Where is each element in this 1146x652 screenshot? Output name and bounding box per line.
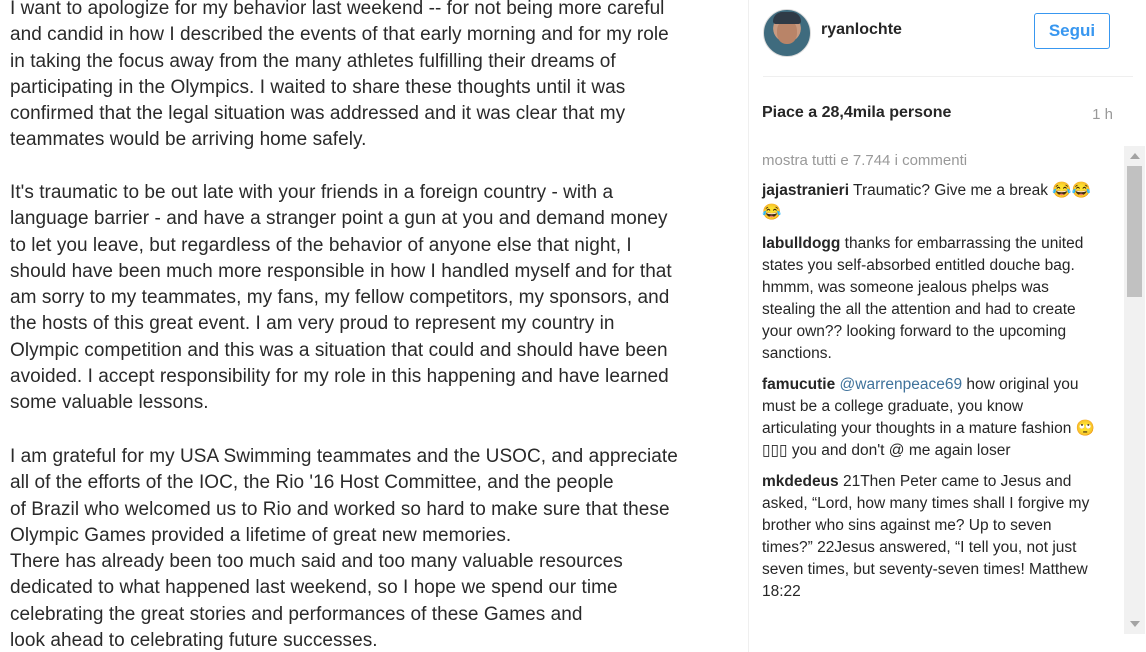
comment-item (762, 233, 1102, 365)
header-divider (763, 76, 1133, 77)
comment-author[interactable]: mkdedeus (762, 473, 839, 490)
follow-button[interactable]: Segui (1034, 13, 1110, 49)
comment-author[interactable]: famucutie (762, 376, 836, 393)
statement-paragraph-2: It's traumatic to be out late with your friends in a foreign country - with a language barrier - and have a stranger point a gun at you and demand money to let you leave, but regardless of the behavior of anyone else that night, I should have been much more responsible in how I handled myself and for that am sorry to my teammates, my fans, my fellow competitors, my sponsors, and the hosts of this great event. I am very proud to represent my country in Olympic competition and this was a situation that could and should have been avoided. I accept responsibility for my role in this happening and have learned some valuable lessons. (10, 182, 672, 414)
scroll-thumb[interactable] (1127, 166, 1142, 297)
scroll-down-arrow-icon[interactable] (1124, 614, 1145, 634)
comments-list (762, 180, 1102, 612)
post-timestamp[interactable]: 1 h (1092, 106, 1113, 123)
username-link[interactable]: ryanlochte (821, 21, 902, 38)
comment-item (762, 471, 1102, 603)
comments-section (749, 146, 1146, 634)
comment-text-continued: how original you must be a college graduate, you know articulating your thoughts in a mature fashion 🙄▯▯▯ you and don't @ me again loser (762, 376, 1095, 459)
comment-text: thanks for embarrassing the united states you self-absorbed entitled douche bag. hmmm, was someone jealous phelps was stealing the all the attention and had to create your own?? looking forward to the upcoming sanctions. (762, 235, 1084, 362)
comment-mention-link[interactable]: @warrenpeace69 (839, 376, 963, 393)
avatar-cap (773, 12, 801, 24)
comments-bottom-edge (749, 634, 1146, 652)
comment-text: Traumatic? Give me a break 😂😂😂 (762, 182, 1091, 221)
comment-text: 21Then Peter came to Jesus and asked, “Lord, how many times shall I forgive my brother who sins against me? Up to seven times?” 22Jesus answered, “I tell you, not just seven times, but seventy-seven times! Matthew 18:22 (762, 473, 1090, 600)
statement-paragraph-1: I want to apologize for my behavior last weekend -- for not being more careful and candid in how I described the events of that early morning and for my role in taking the focus away from the many athletes fulfilling their dreams of participating in the Olympics. I waited to share these thoughts until it was confirmed that the legal situation was addressed and it was clear that my teammates would be arriving home safely. (10, 0, 669, 151)
post-sidebar (749, 0, 1146, 652)
likes-count[interactable]: Piace a 28,4mila persone (762, 104, 952, 121)
scroll-up-arrow-icon[interactable] (1124, 146, 1145, 166)
comment-item (762, 180, 1102, 224)
comment-author[interactable]: jajastranieri (762, 182, 850, 199)
post-header (749, 0, 1146, 76)
statement-paragraph-3: I am grateful for my USA Swimming teammates and the USOC, and appreciate all of the efforts of the IOC, the Rio '16 Host Committee, and the people of Brazil who welcomed us to Rio and worked so hard to make sure that these Olympic Games provided a lifetime of great new memories. There has already been too much said and too many valuable resources dedicated to what happened last weekend, so I hope we spend our time celebrating the great stories and performances of these Games and look ahead to celebrating future successes. (10, 446, 678, 652)
avatar[interactable] (763, 9, 811, 57)
load-more-comments[interactable]: mostra tutti e 7.744 i commenti (762, 152, 968, 169)
comment-author[interactable]: labulldogg (762, 235, 841, 252)
comment-item (762, 374, 1102, 462)
comments-scrollbar[interactable] (1124, 146, 1145, 634)
